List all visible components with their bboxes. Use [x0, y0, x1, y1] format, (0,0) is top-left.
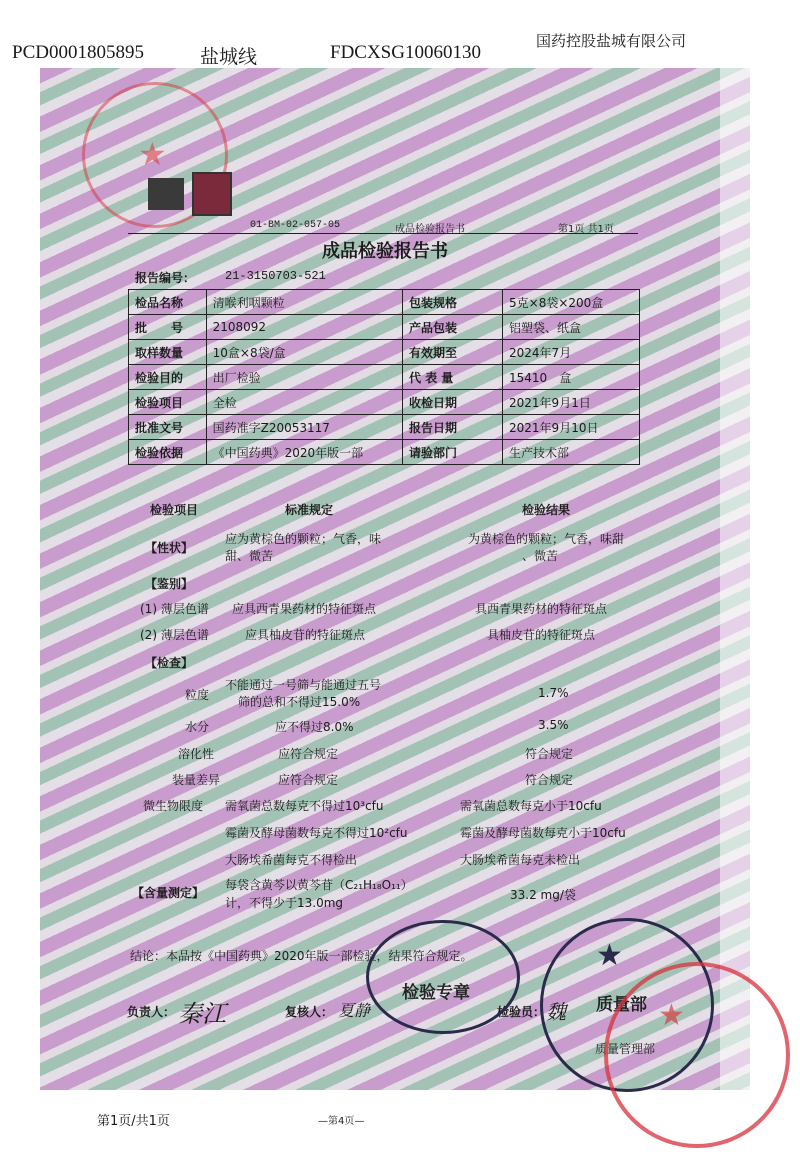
- quality-seal-text: 质量部: [596, 995, 647, 1015]
- info-key: 收检日期: [402, 390, 502, 415]
- info-key: 报告日期: [402, 415, 502, 440]
- micro1-res: 需氧菌总数每克小于10cfu: [460, 799, 602, 813]
- info-key: 检验项目: [129, 390, 207, 415]
- info-key: 产品包装: [402, 315, 502, 340]
- header-page: 第1页 共1页: [558, 224, 614, 235]
- header-center: 成品检验报告书: [395, 224, 465, 235]
- inspection-seal: [366, 920, 520, 1034]
- info-row: [129, 365, 640, 390]
- report-no: 21-3150703-521: [225, 269, 326, 283]
- info-table: [128, 289, 640, 465]
- info-value: 清喉利咽颗粒: [206, 290, 402, 315]
- info-key: 有效期至: [402, 340, 502, 365]
- load-label: 装量差异: [172, 773, 221, 787]
- char-res-1: 为黄棕色的颗粒；气香，味甜: [468, 532, 625, 546]
- info-value: 2021年9月10日: [503, 415, 640, 440]
- assay-std-2: 计，不得少于13.0mg: [225, 896, 344, 910]
- form-number: 01-BM-02-057-05: [250, 220, 341, 231]
- size-std-2: 筛的总和不得过15.0%: [238, 695, 361, 709]
- check-label: 【检查】: [145, 656, 194, 670]
- info-value: 2024年7月: [503, 340, 640, 365]
- info-value: 10盒×8袋/盒: [206, 340, 402, 365]
- sol-std: 应符合规定: [278, 747, 339, 761]
- line-name: 盐城线: [200, 46, 258, 68]
- tlc1-res: 具西青果药材的特征斑点: [475, 602, 608, 616]
- info-value: 5克×8袋×200盒: [503, 290, 640, 315]
- head-result: 检验结果: [522, 503, 571, 517]
- info-value: 2021年9月1日: [503, 390, 640, 415]
- size-label: 粒度: [185, 688, 210, 702]
- inspection-seal-text: 检验专章: [402, 983, 470, 1003]
- char-std-2: 甜、微苦: [225, 549, 274, 563]
- red-quality-stamp: [604, 962, 790, 1148]
- inspector-label: 检验员：: [497, 1005, 546, 1019]
- info-row: [129, 415, 640, 440]
- info-key: 检验目的: [129, 365, 207, 390]
- red-stamp-star-icon: ★: [658, 998, 685, 1033]
- brand-logo-icon: [192, 172, 232, 216]
- tlc2-label: (2) 薄层色谱: [140, 628, 209, 642]
- water-std: 应不得过8.0%: [275, 720, 354, 734]
- quality-star-icon: ★: [596, 938, 623, 973]
- info-key: 批 号: [129, 315, 207, 340]
- head-item: 检验项目: [150, 503, 199, 517]
- code-left: PCD0001805895: [12, 42, 144, 63]
- quality-dept-text: 质量管理部: [595, 1042, 656, 1056]
- info-value: 《中国药典》2020年版一部: [206, 440, 402, 465]
- info-key: 检品名称: [129, 290, 207, 315]
- sol-res: 符合规定: [525, 747, 574, 761]
- micro-label: 微生物限度: [143, 799, 204, 813]
- info-key: 代 表 量: [402, 365, 502, 390]
- micro2-std: 霉菌及酵母菌数每克不得过10²cfu: [225, 826, 408, 840]
- reviewer-label: 复核人：: [285, 1005, 334, 1019]
- company-name: 国药控股盐城有限公司: [536, 32, 687, 50]
- tlc1-std: 应具西青果药材的特征斑点: [232, 602, 377, 616]
- water-res: 3.5%: [538, 718, 569, 732]
- conclusion: 结论：本品按《中国药典》2020年版一部检验，结果符合规定。: [130, 949, 473, 963]
- info-key: 检验依据: [129, 440, 207, 465]
- reviewer-signature: 夏静: [338, 1001, 371, 1020]
- footer-page-left: 第1页/共1页: [97, 1114, 170, 1129]
- char-label: 【性状】: [145, 541, 194, 555]
- ident-label: 【鉴别】: [145, 577, 194, 591]
- size-std-1: 不能通过一号筛与能通过五号: [225, 678, 382, 692]
- responsible-signature: 秦江: [178, 1000, 226, 1028]
- footer-page-center: —第4页—: [318, 1116, 365, 1127]
- report-no-label: 报告编号：: [135, 271, 196, 285]
- star-icon: ★: [138, 135, 167, 173]
- micro1-std: 需氧菌总数每克不得过10³cfu: [225, 799, 384, 813]
- water-label: 水分: [185, 720, 210, 734]
- info-key: 包装规格: [402, 290, 502, 315]
- report-title: 成品检验报告书: [322, 241, 448, 262]
- sol-label: 溶化性: [178, 747, 215, 761]
- assay-std-1: 每袋含黄芩以黄芩苷（C₂₁H₁₈O₁₁）: [225, 878, 413, 892]
- info-value: 2108092: [206, 315, 402, 340]
- char-std-1: 应为黄棕色的颗粒；气香，味: [225, 532, 382, 546]
- info-row: [129, 390, 640, 415]
- info-value: 出厂检验: [206, 365, 402, 390]
- micro2-res: 霉菌及酵母菌数每克小于10cfu: [460, 826, 626, 840]
- responsible-label: 负责人：: [127, 1005, 176, 1019]
- info-key: 批准文号: [129, 415, 207, 440]
- header-divider: [128, 233, 638, 234]
- char-res-2: 、微苦: [522, 549, 559, 563]
- assay-res: 33.2 mg/袋: [510, 888, 576, 902]
- company-logo-icon: [148, 178, 184, 210]
- code-mid: FDCXSG10060130: [330, 42, 481, 63]
- load-std: 应符合规定: [278, 773, 339, 787]
- info-value: 铝塑袋、纸盒: [503, 315, 640, 340]
- assay-label: 【含量测定】: [132, 886, 205, 900]
- info-value: 国药准字Z20053117: [206, 415, 402, 440]
- info-row: [129, 315, 640, 340]
- info-value: 生产技术部: [503, 440, 640, 465]
- info-key: 请验部门: [402, 440, 502, 465]
- info-key: 取样数量: [129, 340, 207, 365]
- micro3-res: 大肠埃希菌每克未检出: [460, 853, 581, 867]
- info-row: [129, 290, 640, 315]
- micro3-std: 大肠埃希菌每克不得检出: [225, 853, 358, 867]
- load-res: 符合规定: [525, 773, 574, 787]
- tlc2-res: 具柚皮苷的特征斑点: [487, 628, 596, 642]
- tlc1-label: (1) 薄层色谱: [140, 602, 209, 616]
- info-value: 15410 盒: [503, 365, 640, 390]
- scan-right-edge: [720, 68, 750, 1090]
- inspector-signature: 魏: [546, 1000, 566, 1024]
- info-row: [129, 340, 640, 365]
- info-value: 全检: [206, 390, 402, 415]
- info-row: [129, 440, 640, 465]
- head-std: 标准规定: [285, 503, 334, 517]
- size-res: 1.7%: [538, 686, 569, 700]
- tlc2-std: 应具柚皮苷的特征斑点: [245, 628, 366, 642]
